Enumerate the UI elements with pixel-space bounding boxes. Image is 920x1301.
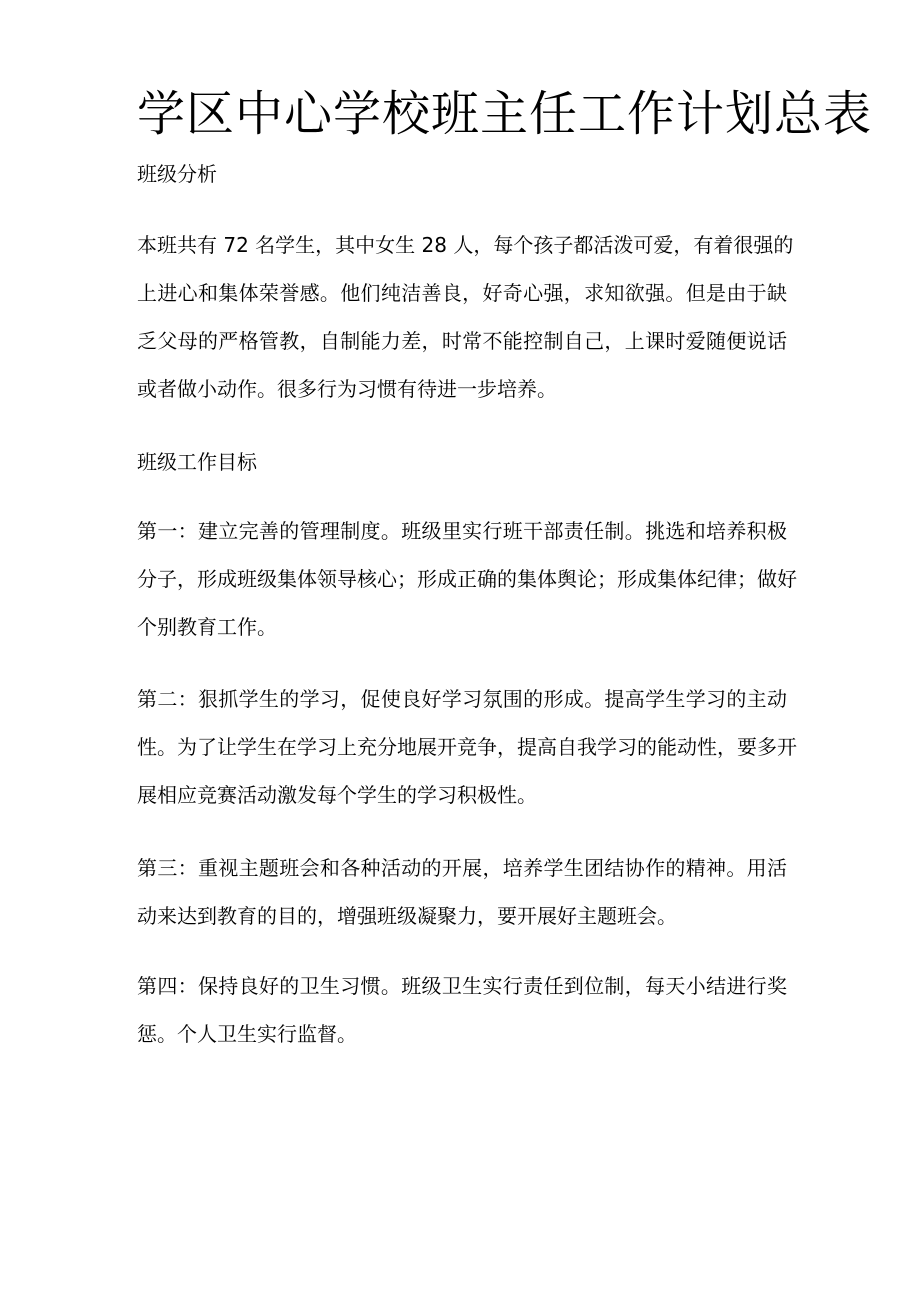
section-heading-class-analysis: 班级分析 <box>137 162 217 186</box>
paragraph-line: 第一：建立完善的管理制度。班级里实行班干部责任制。挑选和培养积极 <box>137 519 787 543</box>
section-heading-work-goals: 班级工作目标 <box>137 450 257 474</box>
paragraph-goal-3 <box>137 844 787 940</box>
paragraph-line: 分子，形成班级集体领导核心；形成正确的集体舆论；形成集体纪律；做好 <box>137 567 797 591</box>
paragraph-line: 第三：重视主题班会和各种活动的开展，培养学生团结协作的精神。用活 <box>137 856 787 880</box>
paragraph-line: 动来达到教育的目的，增强班级凝聚力，要开展好主题班会。 <box>137 904 677 928</box>
paragraph-line: 本班共有 72 名学生，其中女生 28 人，每个孩子都活泼可爱，有着很强的 <box>137 233 794 257</box>
paragraph-class-analysis <box>137 221 794 413</box>
paragraph-line: 惩。个人卫生实行监督。 <box>137 1022 357 1046</box>
paragraph-goal-2 <box>137 675 797 819</box>
document-title: 学区中心学校班主任工作计划总表 <box>137 86 873 142</box>
paragraph-line: 乏父母的严格管教，自制能力差，时常不能控制自己，上课时爱随便说话 <box>137 329 787 353</box>
paragraph-line: 第四：保持良好的卫生习惯。班级卫生实行责任到位制，每天小结进行奖 <box>137 974 787 998</box>
paragraph-line: 性。为了让学生在学习上充分地展开竞争，提高自我学习的能动性，要多开 <box>137 735 797 759</box>
paragraph-line: 个别教育工作。 <box>137 615 277 639</box>
paragraph-goal-4 <box>137 962 787 1058</box>
paragraph-goal-1 <box>137 507 797 651</box>
paragraph-line: 展相应竞赛活动激发每个学生的学习积极性。 <box>137 783 537 807</box>
paragraph-line: 第二：狠抓学生的学习，促使良好学习氛围的形成。提高学生学习的主动 <box>137 687 787 711</box>
paragraph-line: 或者做小动作。很多行为习惯有待进一步培养。 <box>137 377 557 401</box>
paragraph-line: 上进心和集体荣誉感。他们纯洁善良，好奇心强，求知欲强。但是由于缺 <box>137 281 787 305</box>
